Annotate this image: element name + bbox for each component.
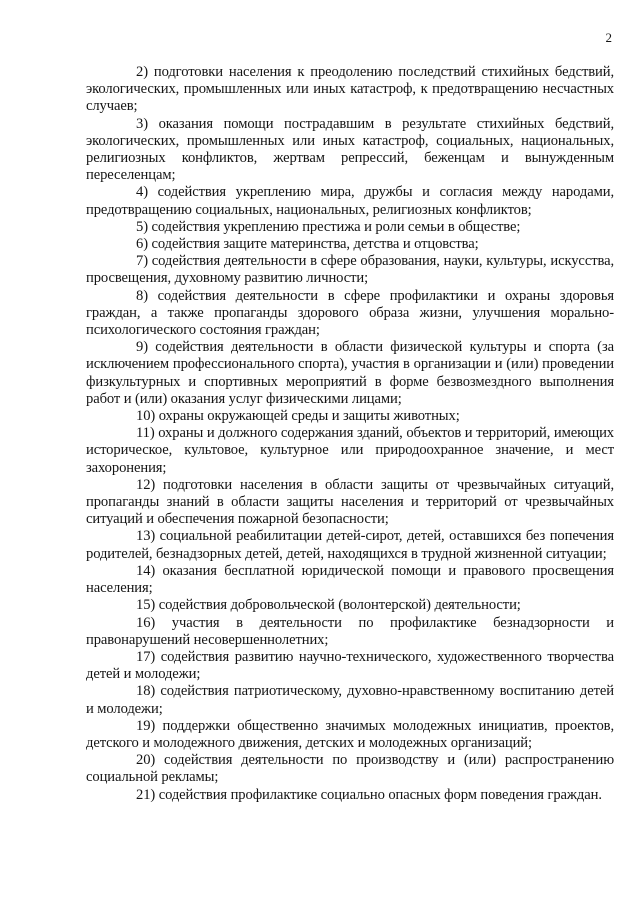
list-item: 3) оказания помощи пострадавшим в результате стихийных бедствий, экологических, промышленных или иных катастроф, социальных, национальных, религиозных конфликтов, жертвам репрессий, беженцам и вынужденным переселенцам; [86,115,614,184]
list-item: 8) содействия деятельности в сфере профилактики и охраны здоровья граждан, а также пропаганды здорового образа жизни, улучшения морально-психологического состояния граждан; [86,287,614,339]
list-item: 10) охраны окружающей среды и защиты животных; [136,408,460,425]
list-item: 18) содействия патриотическому, духовно-нравственному воспитанию детей и молодежи; [86,683,614,717]
list-item: 21) содействия профилактике социально опасных форм поведения граждан. [136,786,602,803]
list-item: 16) участия в деятельности по профилактике безнадзорности и правонарушений несовершеннолетних; [86,614,614,648]
page-number: 2 [605,30,612,45]
list-item: 4) содействия укреплению мира, дружбы и согласия между народами, предотвращению социальных, национальных, религиозных конфликтов; [86,184,614,218]
list-item: 5) содействия укреплению престижа и роли семьи в обществе; [136,218,521,235]
list-item: 2) подготовки населения к преодолению последствий стихийных бедствий, экологических, промышленных или иных катастроф, к предотвращению несчастных случаев; [86,64,614,115]
list-item: 6) содействия защите материнства, детства и отцовства; [136,236,479,253]
list-item: 13) социальной реабилитации детей-сирот, детей, оставшихся без попечения родителей, безнадзорных детей, детей, находящихся в трудной жизненной ситуации; [86,528,614,562]
list-item: 12) подготовки населения в области защиты от чрезвычайных ситуаций, пропаганды знаний в области защиты населения и территорий от чрезвычайных ситуаций и обеспечения пожарной безопасности; [86,476,614,528]
list-item: 14) оказания бесплатной юридической помощи и правового просвещения населения; [86,562,614,597]
list-item: 11) охраны и должного содержания зданий, объектов и территорий, имеющих историческое, культовое, культурное или природоохранное значение, и мест захоронения; [86,425,614,476]
list-item: 17) содействия развитию научно-технического, художественного творчества детей и молодежи; [86,648,614,683]
list-item: 7) содействия деятельности в сфере образования, науки, культуры, искусства, просвещения, духовному развитию личности; [86,253,614,287]
list-item: 15) содействия добровольческой (волонтерской) деятельности; [136,597,521,614]
list-item: 9) содействия деятельности в области физической культуры и спорта (за исключением профессионального спорта), участия в организации и (или) проведении физкультурных и спортивных мероприятий в форме безвозмездного выполнения работ и (или) оказания услуг физическими лицами; [86,339,614,407]
document-body [86,64,614,804]
list-item: 20) содействия деятельности по производству и (или) распространению социальной рекламы; [86,752,614,786]
list-item: 19) поддержки общественно значимых молодежных инициатив, проектов, детского и молодежного движения, детских и молодежных организаций; [86,717,614,751]
